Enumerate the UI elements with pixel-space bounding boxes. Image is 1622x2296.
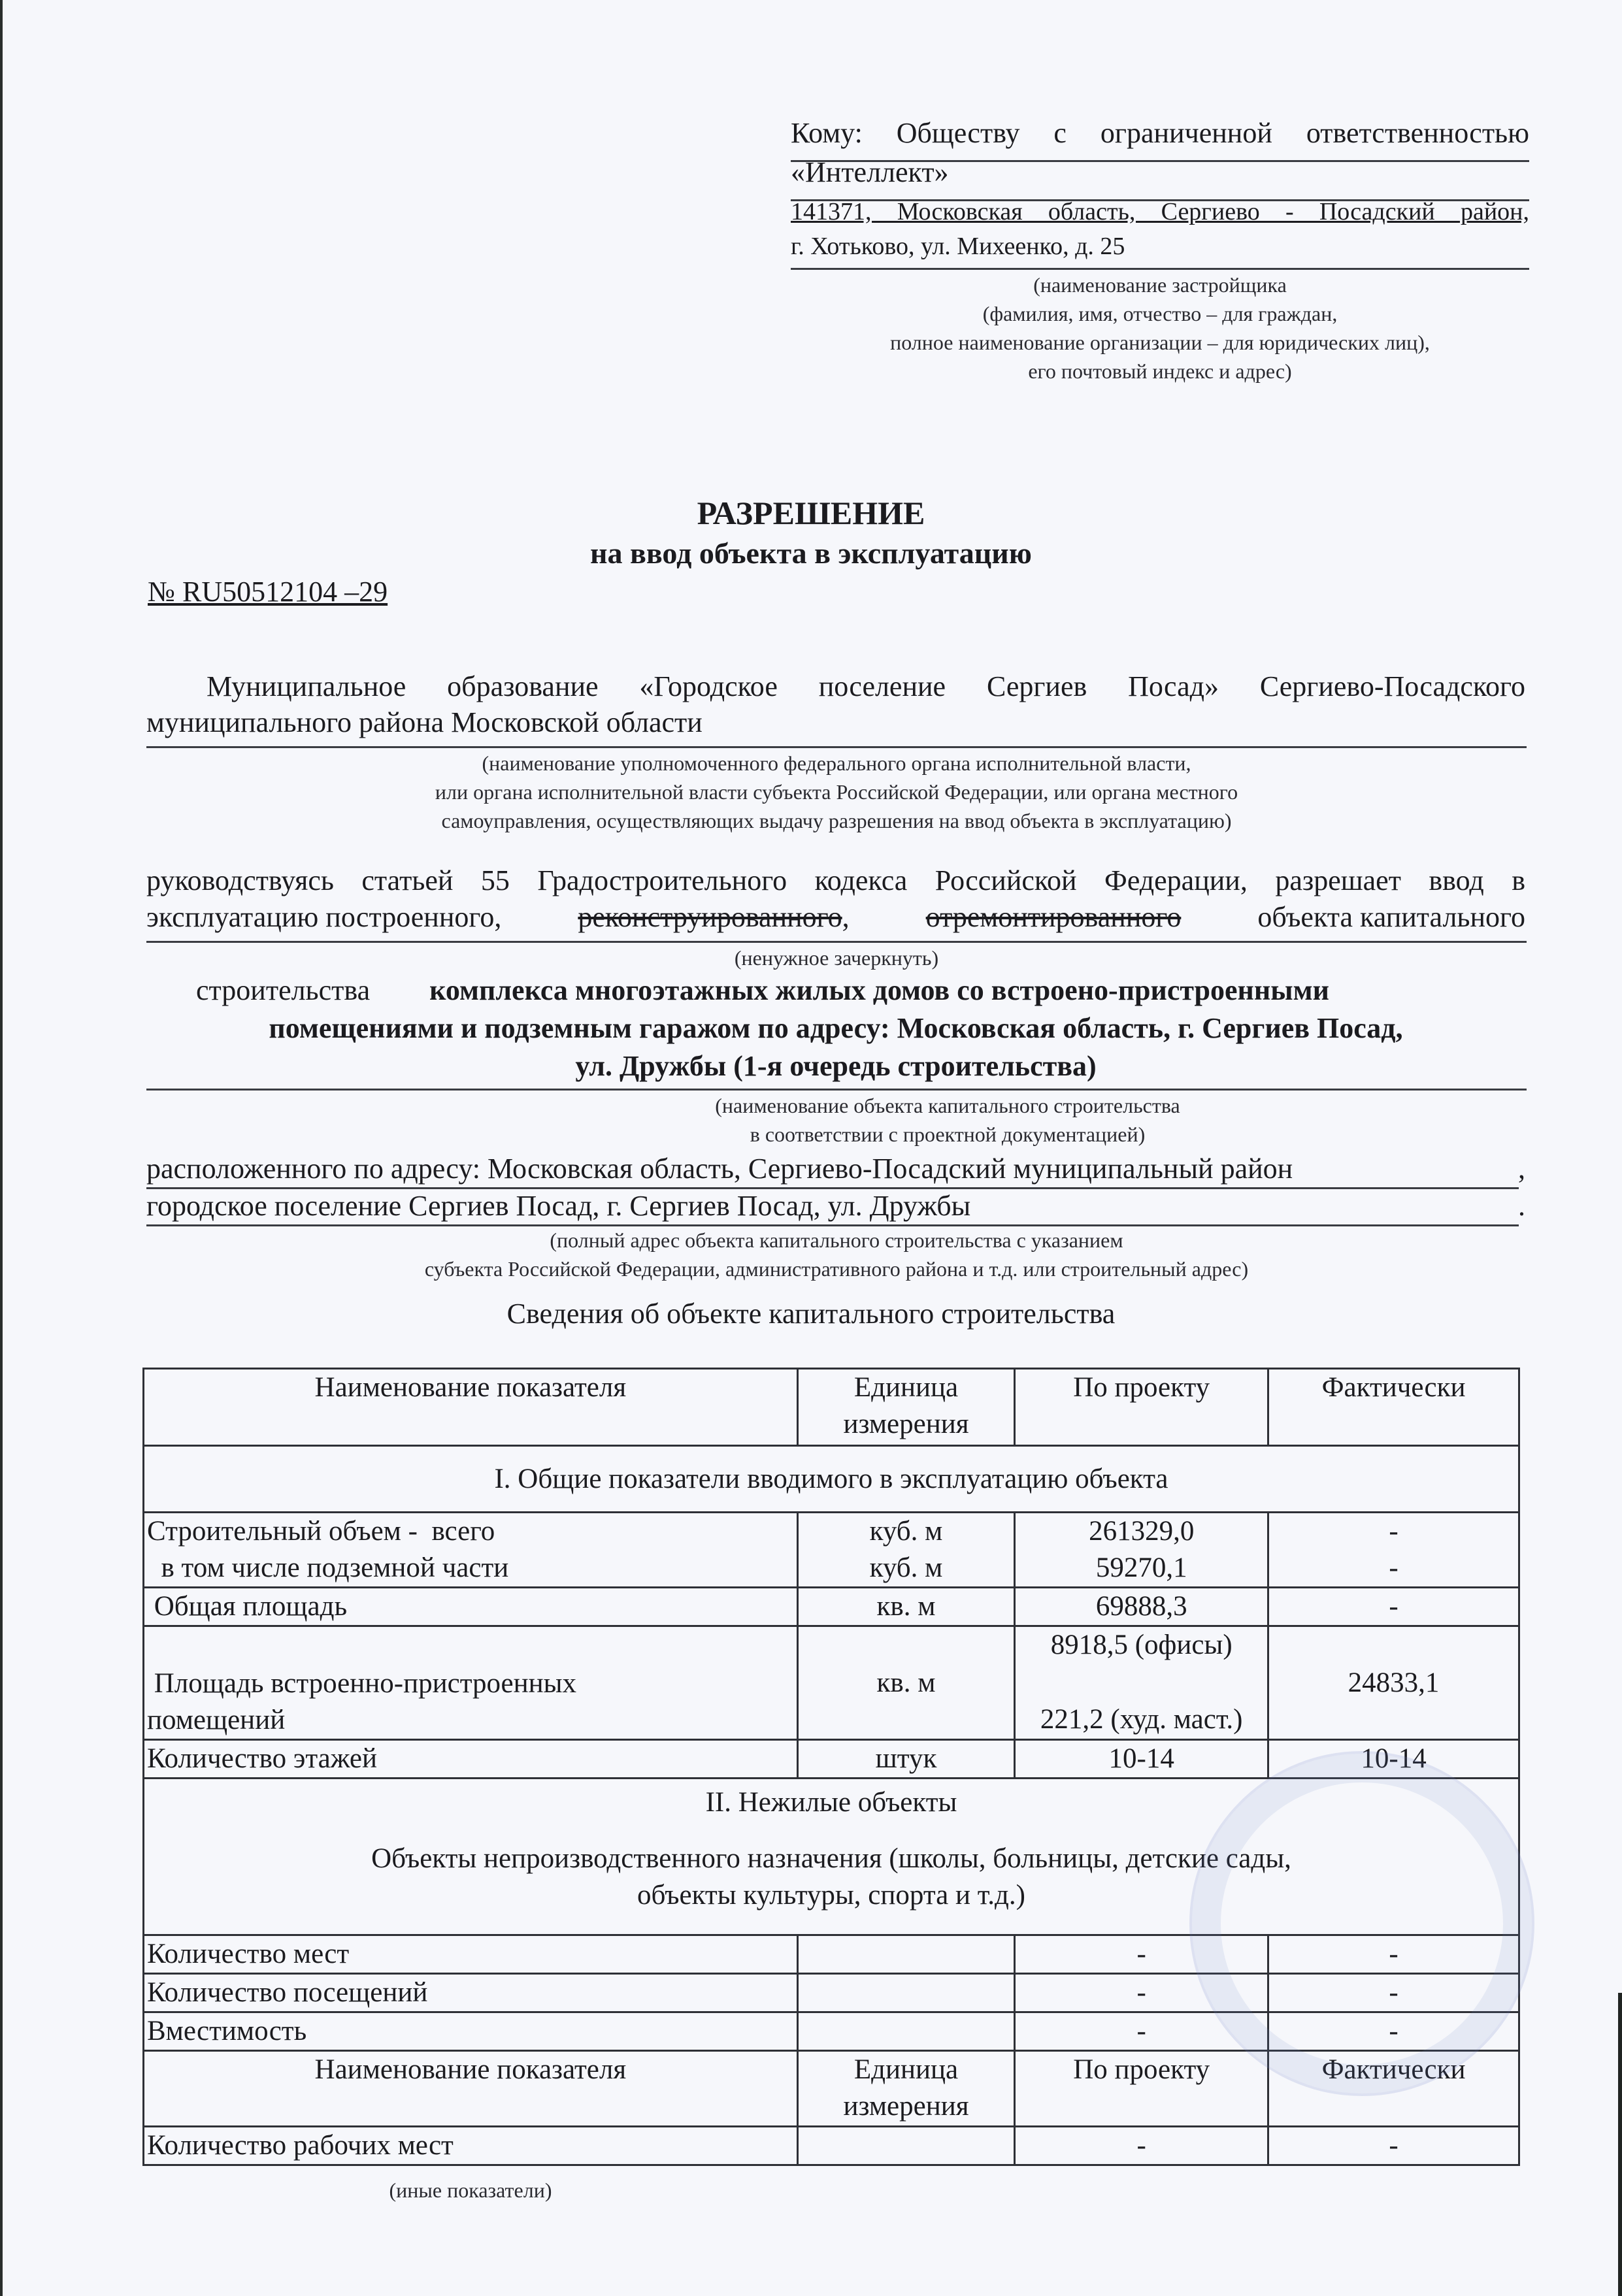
row-visits-actual: - xyxy=(1268,1974,1519,2012)
header-project: По проекту xyxy=(1015,1369,1268,1446)
location-caption-2: субъекта Российской Федерации, административного района и т.д. или строительный адрес) xyxy=(424,1257,1249,1281)
row-builtin-name: Площадь встроенно-пристроенных помещений xyxy=(144,1626,798,1740)
section-2-cell xyxy=(144,1779,1519,1935)
row-volume-underground: в том числе подземной части xyxy=(147,1552,509,1583)
table-row xyxy=(144,1935,1519,1974)
location-line-2 xyxy=(146,1189,1525,1222)
table-row xyxy=(144,1626,1519,1740)
table-row xyxy=(144,1740,1519,1779)
addressee-caption-4: его почтовый индекс и адрес) xyxy=(1028,359,1292,383)
actual-volume-underground: - xyxy=(1389,1552,1399,1583)
section-row-1 xyxy=(144,1446,1519,1513)
header2-actual: Фактически xyxy=(1268,2051,1519,2127)
row-floors-name: Количество этажей xyxy=(144,1740,798,1779)
row-floors-project: 10-14 xyxy=(1015,1740,1268,1779)
object-prefix: строительства xyxy=(196,974,371,1006)
unit-volume-total: куб. м xyxy=(869,1516,943,1547)
permission-repaired-struck: отремонтированного xyxy=(925,901,1182,933)
issuer-caption-3: самоуправления, осуществляющих выдачу разрешения на ввод объекта в эксплуатацию) xyxy=(441,809,1232,832)
permission-underline xyxy=(146,941,1527,943)
permission-line-1: руководствуясь статьей 55 Градостроительного кодекса Российской Федерации, разрешает ввод в xyxy=(146,864,1525,896)
permission-line-2 xyxy=(146,900,1525,934)
row-area-name: Общая площадь xyxy=(144,1588,798,1626)
addressee-line-2: «Интеллект» xyxy=(791,156,949,188)
row-builtin-project xyxy=(1015,1626,1268,1740)
row-visits-project: - xyxy=(1015,1974,1268,2012)
actual-volume-total: - xyxy=(1389,1516,1399,1547)
row-volume-name xyxy=(144,1513,798,1588)
issuer-line-2: муниципального района Московской области xyxy=(146,706,703,738)
row-visits-unit xyxy=(797,1974,1015,2012)
header-actual: Фактически xyxy=(1268,1369,1519,1446)
row-volume-project xyxy=(1015,1513,1268,1588)
row-builtin-actual: 24833,1 xyxy=(1268,1626,1519,1740)
section-1-title: I. Общие показатели вводимого в эксплуатацию объекта xyxy=(144,1446,1519,1513)
permit-number: № RU50512104 –29 xyxy=(148,576,388,608)
unit-volume-underground: куб. м xyxy=(869,1552,943,1583)
table-row xyxy=(144,1588,1519,1626)
object-name-line-1: комплекса многоэтажных жилых домов со встроено-пристроенными xyxy=(429,974,1329,1006)
location-period: . xyxy=(1518,1190,1525,1222)
location-caption-1: (полный адрес объекта капитального строительства с указанием xyxy=(550,1228,1123,1252)
header2-indicator: Наименование показателя xyxy=(144,2051,798,2127)
permission-reconstructed-struck: реконструированного xyxy=(578,901,842,933)
row-area-unit: кв. м xyxy=(797,1588,1015,1626)
section-title: Сведения об объекте капитального строительства xyxy=(506,1298,1116,1330)
project-offices: 8918,5 (офисы) xyxy=(1050,1630,1233,1660)
issuer-line-1: Муниципальное образование «Городское поселение Сергиев Посад» Сергиево-Посадского xyxy=(207,670,1525,702)
row-volume-actual xyxy=(1268,1513,1519,1588)
header-indicator: Наименование показателя xyxy=(144,1369,798,1446)
addressee-underline-3 xyxy=(791,268,1529,270)
row-places-unit xyxy=(797,1935,1015,1974)
location-address-1: расположенного по адресу: Московская область, Сергиево-Посадский муниципальный район xyxy=(146,1153,1293,1185)
issuer-underline xyxy=(146,746,1527,748)
object-caption-2: в соответствии с проектной документацией) xyxy=(750,1123,1146,1146)
table-row xyxy=(144,2012,1519,2051)
document-subtitle: на ввод объекта в эксплуатацию xyxy=(590,536,1032,570)
section-2-subtitle-2: объекты культуры, спорта и т.д.) xyxy=(637,1880,1026,1911)
section-2-subtitle-1: Объекты непроизводственного назначения (школы, больницы, детские сады, xyxy=(371,1843,1291,1874)
row-workplaces-unit xyxy=(797,2127,1015,2165)
location-address-2: городское поселение Сергиев Посад, г. Сергиев Посад, ул. Дружбы xyxy=(146,1190,971,1222)
scan-edge-left xyxy=(0,0,3,2296)
document-title: РАЗРЕШЕНИЕ xyxy=(697,495,925,531)
row-volume-unit xyxy=(797,1513,1015,1588)
project-volume-total: 261329,0 xyxy=(1089,1516,1195,1547)
addressee-caption-3: полное наименование организации – для юридических лиц), xyxy=(890,331,1430,354)
table-header-row-2 xyxy=(144,2051,1519,2127)
location-line-1 xyxy=(146,1152,1525,1185)
location-comma: , xyxy=(1518,1153,1525,1185)
addressee-caption-1: (наименование застройщика xyxy=(1033,273,1287,297)
addressee-line-1: Кому: Обществу с ограниченной ответственностью xyxy=(791,117,1529,149)
permission-separator: , xyxy=(842,901,850,933)
object-name-line-3: ул. Дружбы (1-я очередь строительства) xyxy=(575,1050,1097,1082)
permission-caption: (ненужное зачеркнуть) xyxy=(734,946,939,970)
row-workplaces-name: Количество рабочих мест xyxy=(144,2127,798,2165)
row-workplaces-project: - xyxy=(1015,2127,1268,2165)
header-unit: Единица измерения xyxy=(797,1369,1015,1446)
permission-capital-object: объекта капитального xyxy=(1257,901,1525,933)
section-2-title: II. Нежилые объекты xyxy=(705,1787,957,1818)
row-builtin-unit: кв. м xyxy=(797,1626,1015,1740)
addressee-caption-2: (фамилия, имя, отчество – для граждан, xyxy=(982,302,1338,325)
project-art-workshops: 221,2 (худ. маст.) xyxy=(1040,1704,1243,1735)
row-places-project: - xyxy=(1015,1935,1268,1974)
issuer-caption-2: или органа исполнительной власти субъекта Российской Федерации, или органа местного xyxy=(435,780,1238,804)
table-row xyxy=(144,1974,1519,2012)
addressee-line-4: г. Хотьково, ул. Михеенко, д. 25 xyxy=(791,233,1125,260)
row-capacity-unit xyxy=(797,2012,1015,2051)
object-caption-1: (наименование объекта капитального строительства xyxy=(715,1094,1180,1117)
table-row xyxy=(144,2127,1519,2165)
row-capacity-actual: - xyxy=(1268,2012,1519,2051)
row-floors-unit: штук xyxy=(797,1740,1015,1779)
row-capacity-name: Вместимость xyxy=(144,2012,798,2051)
object-line-1 xyxy=(146,974,1525,1007)
addressee-block xyxy=(791,0,1529,405)
table-row xyxy=(144,1513,1519,1588)
object-info-table xyxy=(142,1368,1520,2166)
row-workplaces-actual: - xyxy=(1268,2127,1519,2165)
row-volume-total: Строительный объем - всего xyxy=(147,1516,495,1547)
row-floors-actual: 10-14 xyxy=(1268,1740,1519,1779)
row-area-actual: - xyxy=(1268,1588,1519,1626)
other-indicators-caption: (иные показатели) xyxy=(389,2178,552,2202)
row-places-name: Количество мест xyxy=(144,1935,798,1974)
permission-built: эксплуатацию построенного, xyxy=(146,901,502,933)
issuer-caption-1: (наименование уполномоченного федерального органа исполнительной власти, xyxy=(482,751,1191,775)
scan-edge-right xyxy=(1618,1993,1622,2296)
object-name-line-2: помещениями и подземным гаражом по адресу: Московская область, г. Сергиев Посад, xyxy=(269,1012,1403,1044)
row-area-project: 69888,3 xyxy=(1015,1588,1268,1626)
object-underline xyxy=(146,1089,1527,1091)
row-capacity-project: - xyxy=(1015,2012,1268,2051)
row-visits-name: Количество посещений xyxy=(144,1974,798,2012)
row-places-actual: - xyxy=(1268,1935,1519,1974)
project-volume-underground: 59270,1 xyxy=(1095,1552,1187,1583)
header2-project: По проекту xyxy=(1015,2051,1268,2127)
header2-unit: Единица измерения xyxy=(797,2051,1015,2127)
section-row-2 xyxy=(144,1779,1519,1935)
table-header-row xyxy=(144,1369,1519,1446)
addressee-line-3: 141371, Московская область, Сергиево - Посадский район, xyxy=(791,198,1529,225)
